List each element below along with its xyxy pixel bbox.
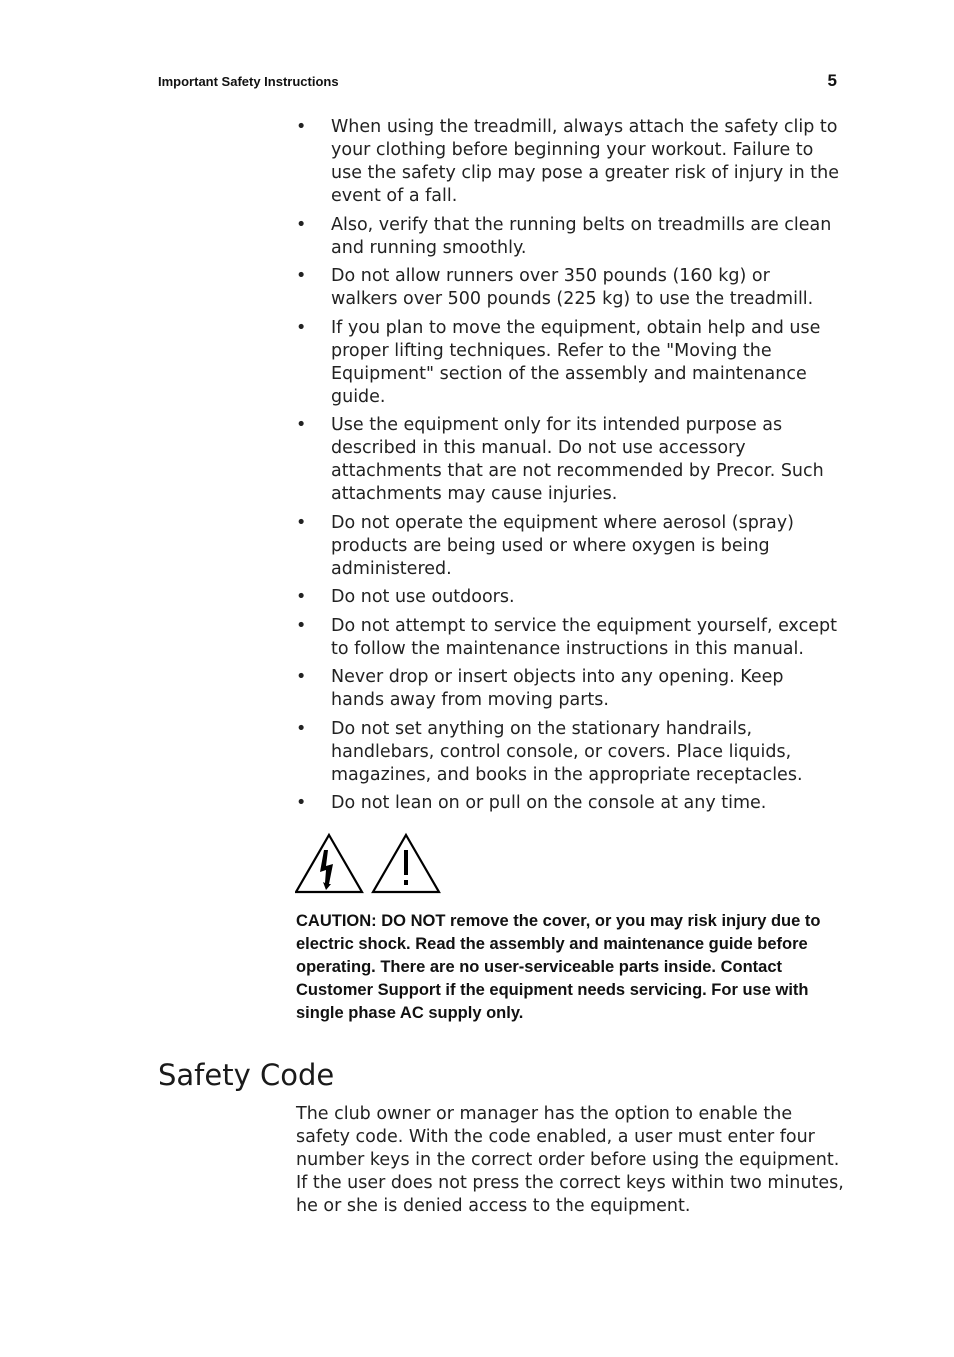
bullet-icon: • — [296, 793, 307, 813]
list-item-text: Do not use outdoors. — [331, 587, 515, 607]
running-header: Important Safety Instructions — [158, 74, 339, 89]
exclamation-warning-icon — [373, 835, 439, 892]
safety-instructions-list — [296, 116, 841, 821]
section-body-safety-code: The club owner or manager has the option to enable the safety code. With the code enabled, a user must enter four number keys in the correct order before using the equipment. If the user does not press the correct keys within two minutes, he or she is denied access to the equipment. — [296, 1104, 844, 1216]
list-item-text: Do not lean on or pull on the console at any time. — [331, 793, 767, 813]
bullet-icon: • — [296, 415, 307, 435]
bullet-icon: • — [296, 266, 307, 286]
list-item-text: Also, verify that the running belts on treadmills are clean and running smoothly. — [331, 214, 832, 258]
list-item — [296, 792, 841, 815]
bullet-icon: • — [296, 615, 307, 636]
list-item-text: Do not allow runners over 350 pounds (160 kg) or walkers over 500 pounds (225 kg) to use the treadmill. — [331, 266, 814, 309]
section-heading-safety-code: Safety Code — [158, 1058, 335, 1092]
list-item-text: Never drop or insert objects into any opening. Keep hands away from moving parts. — [331, 667, 784, 710]
list-item — [296, 512, 841, 581]
list-item — [296, 414, 841, 506]
list-item — [296, 666, 841, 712]
page-number: 5 — [827, 71, 837, 90]
caution-notice: CAUTION: DO NOT remove the cover, or you may risk injury due to electric shock. Read the assembly and maintenance guide before operating. There are no user-serviceable parts inside. Contact Customer Support if the equipment needs servicing. For use with single phase AC supply only. — [296, 912, 821, 1022]
bullet-icon: • — [296, 667, 307, 687]
warning-icons — [295, 832, 445, 896]
electric-shock-warning-icon — [296, 835, 362, 892]
list-item — [296, 116, 841, 208]
bullet-icon: • — [296, 718, 307, 739]
list-item — [296, 615, 841, 661]
list-item-text: Use the equipment only for its intended purpose as described in this manual. Do not use accessory attachments that are not recommended by Precor. Such attachments may cause injuries. — [331, 415, 824, 504]
list-item-text: If you plan to move the equipment, obtain help and use proper lifting techniques. Refer to the "Moving the Equipment" section of the assembly and maintenance guide. — [331, 317, 821, 407]
bullet-icon: • — [296, 214, 307, 235]
list-item-text: Do not attempt to service the equipment yourself, except to follow the maintenance instructions in this manual. — [331, 615, 837, 659]
bullet-icon: • — [296, 587, 307, 607]
list-item — [296, 317, 841, 409]
list-item-text: When using the treadmill, always attach the safety clip to your clothing before beginning your workout. Failure to use the safety clip may pose a greater risk of injury in the event of a fall. — [331, 117, 839, 206]
list-item — [296, 718, 841, 787]
bullet-icon: • — [296, 317, 307, 338]
bullet-icon: • — [296, 512, 307, 533]
list-item — [296, 586, 841, 609]
list-item-text: Do not operate the equipment where aerosol (spray) products are being used or where oxygen is being administered. — [331, 512, 794, 579]
bullet-icon: • — [296, 117, 307, 137]
list-item — [296, 214, 841, 260]
list-item — [296, 265, 841, 311]
list-item-text: Do not set anything on the stationary handrails, handlebars, control console, or covers. Place liquids, magazines, and books in the appropriate receptacles. — [331, 718, 803, 785]
warning-icons-svg — [295, 832, 445, 896]
